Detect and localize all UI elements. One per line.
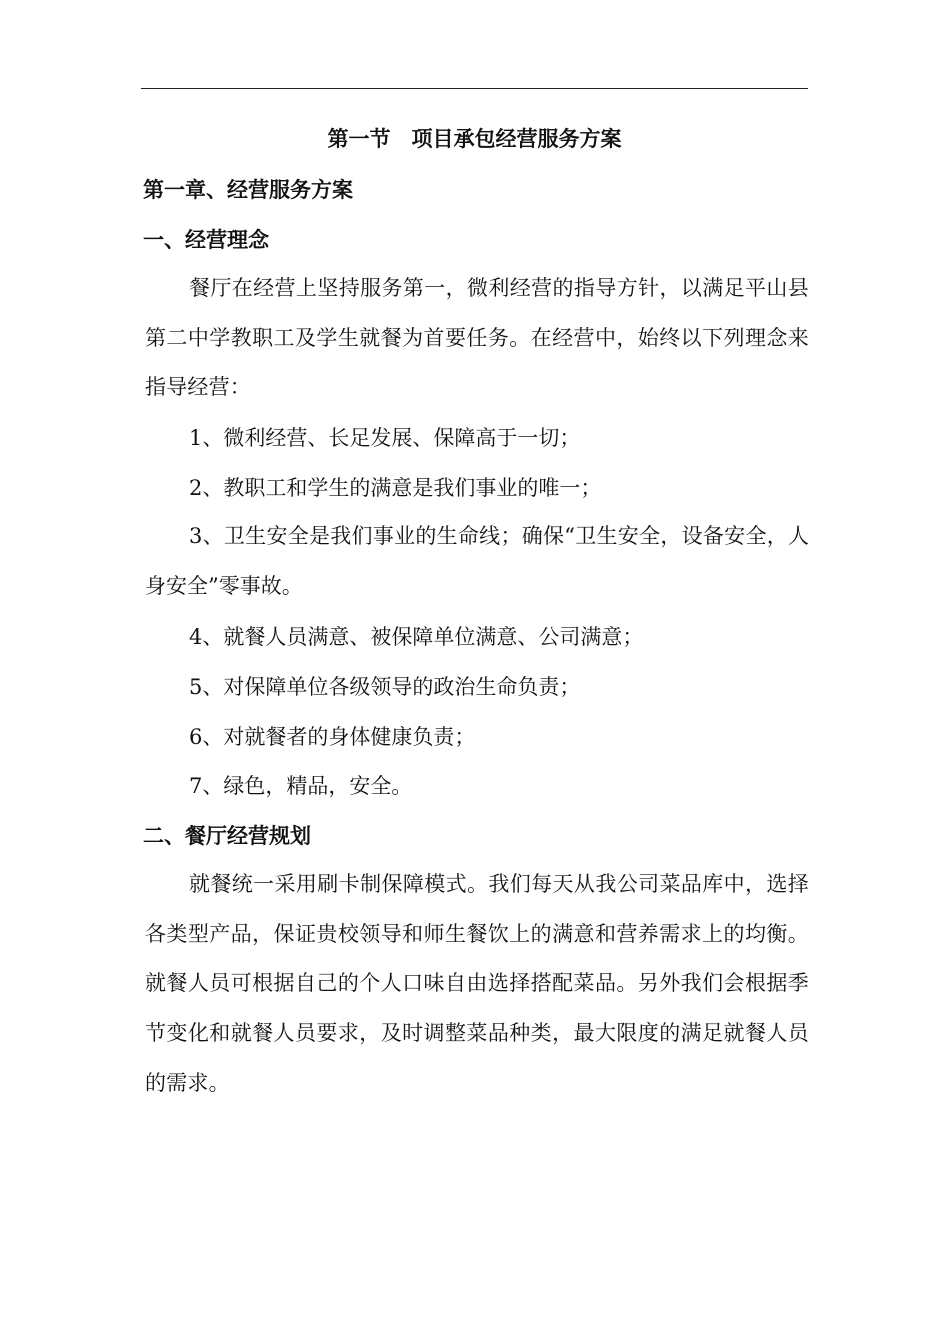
principle-item: 4、就餐人员满意、被保障单位满意、公司满意；	[189, 625, 644, 649]
part1-heading: 一、经营理念	[143, 228, 269, 252]
principle-item: 1、微利经营、长足发展、保障高于一切；	[189, 426, 581, 450]
chapter-heading: 第一章、经营服务方案	[143, 178, 353, 202]
part2-body-paragraph: 就餐统一采用刷卡制保障模式。我们每天从我公司菜品库中，选择各类型产品，保证贵校领导和师生餐饮上的满意和营养需求上的均衡。就餐人员可根据自己的个人口味自由选择搭配菜品。另外我们会根据季节变化和就餐人员要求，及时调整菜品种类，最大限度的满足就餐人员的需求。	[145, 872, 809, 1095]
principle-item: 6、对就餐者的身体健康负责；	[189, 725, 476, 749]
principle-item: 7、绿色，精品，安全。	[189, 774, 413, 798]
header-rule	[141, 88, 808, 89]
part2-heading: 二、餐厅经营规划	[143, 824, 311, 848]
section-title: 第一节 项目承包经营服务方案	[327, 127, 622, 151]
principle-item: 5、对保障单位各级领导的政治生命负责；	[189, 675, 581, 699]
principle-item: 2、教职工和学生的满意是我们事业的唯一；	[189, 476, 602, 500]
part1-intro-paragraph: 餐厅在经营上坚持服务第一，微利经营的指导方针，以满足平山县第二中学教职工及学生就餐为首要任务。在经营中，始终以下列理念来指导经营：	[145, 276, 809, 400]
principle-item: 3、卫生安全是我们事业的生命线；确保“卫生安全，设备安全，人身安全”零事故。	[145, 524, 809, 598]
